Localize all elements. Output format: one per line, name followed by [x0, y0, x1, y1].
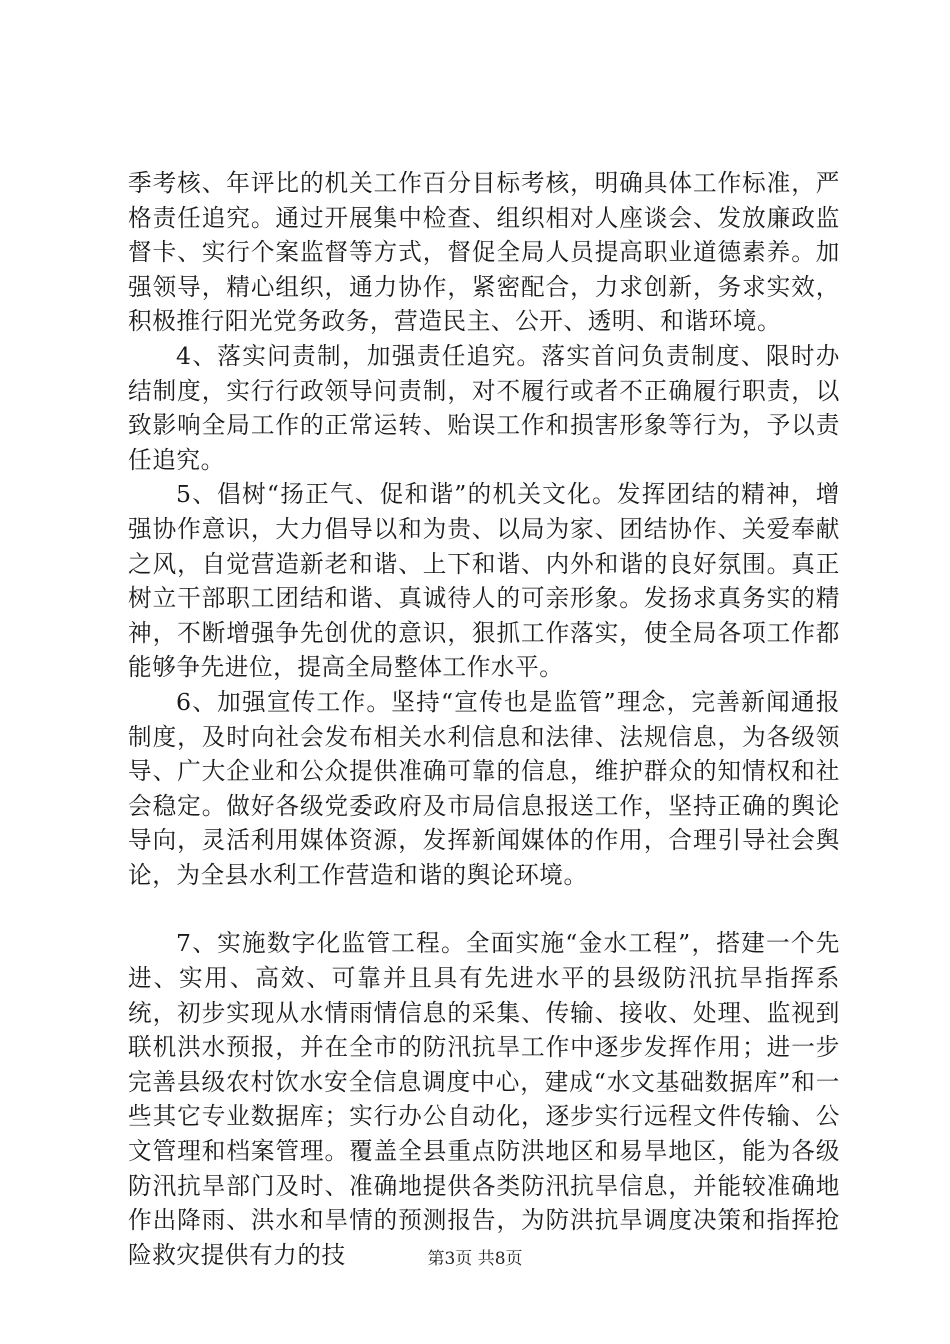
paragraph-item-4: 4、落实问责制，加强责任追究。落实首问负责制度、限时办结制度，实行行政领导问责制，对不履行或者不正确履行职责，以致影响全局工作的正常运转、贻误工作和损害形象等行为，予以责任追究。 — [128, 341, 840, 474]
paragraph-item-7: 7、实施数字化监管工程。全面实施“金水工程”，搭建一个先进、实用、高效、可靠并且具有先进水平的县级防汛抗旱指挥系统，初步实现从水情雨情信息的采集、传输、接收、处理、监视到联机洪水预报，并在全市的防汛抗旱工作中逐步发挥作用；进一步完善县级农村饮水安全信息调度中心，建成“水文基础数据库”和一些其它专业数据库；实行办公自动化，逐步实行远程文件传输、公文管理和档案管理。覆盖全县重点防洪地区和易旱地区，能为各级防汛抗旱部门及时、准确地提供各类防汛抗旱信息，并能较准确地作出降雨、洪水和旱情的预测报告，为防洪抗旱调度决策和指挥抢险救灾提供有力的技 — [128, 929, 840, 1269]
page-number-footer: 第3页 共8页 — [427, 1249, 523, 1269]
paragraph-continuation: 季考核、年评比的机关工作百分目标考核，明确具体工作标准，严格责任追究。通过开展集中检查、组织相对人座谈会、发放廉政监督卡、实行个案监督等方式，督促全局人员提高职业道德素养。加强领导，精心组织，通力协作，紧密配合，力求创新，务求实效，积极推行阳光党务政务，营造民主、公开、透明、和谐环境。 — [128, 169, 840, 336]
paragraph-item-6: 6、加强宣传工作。坚持“宣传也是监管”理念，完善新闻通报制度，及时向社会发布相关水利信息和法律、法规信息，为各级领导、广大企业和公众提供准确可靠的信息，维护群众的知情权和社会稳定。做好各级党委政府及市局信息报送工作，坚持正确的舆论导向，灵活利用媒体资源，发挥新闻媒体的作用，合理引导社会舆论，为全县水利工作营造和谐的舆论环境。 — [128, 687, 840, 889]
paragraph-item-5: 5、倡树“扬正气、促和谐”的机关文化。发挥团结的精神，增强协作意识，大力倡导以和为贵、以局为家、团结协作、关爱奉献之风，自觉营造新老和谐、上下和谐、内外和谐的良好氛围。真正树立干部职工团结和谐、真诚待人的可亲形象。发扬求真务实的精神，不断增强争先创优的意识，狠抓工作落实，使全局各项工作都能够争先进位，提高全局整体工作水平。 — [128, 480, 840, 682]
document-body — [128, 166, 840, 1272]
